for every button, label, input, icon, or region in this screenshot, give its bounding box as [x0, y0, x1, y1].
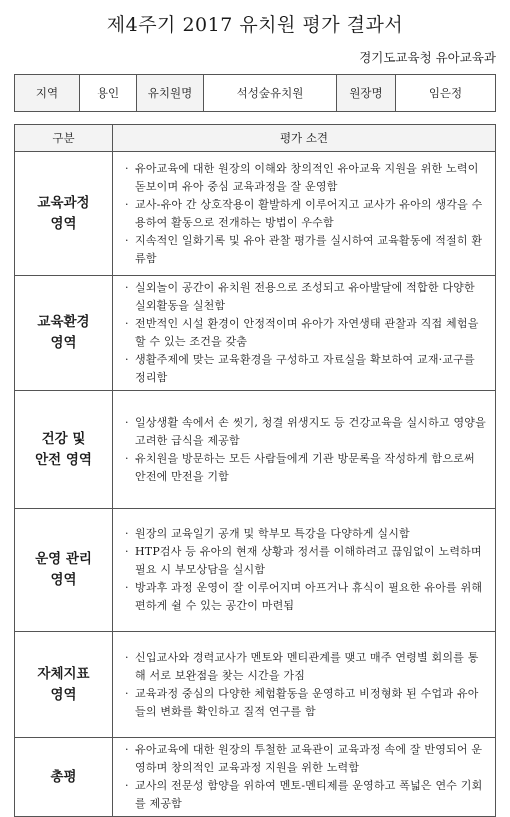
opinion-item: · 일상생활 속에서 손 씻기, 청결 위생지도 등 건강교육을 실시하고 영양을 고려한 급식을 제공함	[125, 414, 487, 450]
category-cell	[15, 632, 113, 738]
opinion-cell	[113, 276, 496, 391]
opinion-item: · 방과후 과정 운영이 잘 이루어지며 아프거나 휴식이 필요한 유아를 위해 편하게 쉴 수 있는 공간이 마련됨	[125, 579, 487, 615]
opinion-item: · 교사-유아 간 상호작용이 활발하게 이루어지고 교사가 유아의 생각을 수용하여 활동으로 전개하는 방법이 우수함	[125, 196, 487, 232]
opinion-cell	[113, 152, 496, 276]
category-line: 교육환경	[37, 314, 90, 330]
opinion-list	[125, 160, 487, 268]
category-line: 영역	[50, 335, 77, 351]
table-row	[15, 152, 496, 276]
header-category: 구분	[15, 125, 113, 152]
document-title: 제4주기 2017 유치원 평가 결과서	[106, 14, 404, 36]
opinion-list	[125, 741, 487, 813]
info-row	[15, 75, 496, 112]
header-opinion: 평가 소견	[113, 125, 496, 152]
category-line: 건강 및	[41, 430, 86, 447]
category-line: 영역	[50, 572, 77, 588]
opinion-cell	[113, 391, 496, 509]
category-line: 자체지표	[37, 665, 90, 682]
category-line: 운영 관리	[35, 551, 92, 567]
opinion-item: · 실외놀이 공간이 유치원 전용으로 조성되고 유아발달에 적합한 다양한 실외활동을 실천함	[125, 279, 487, 315]
category-cell	[15, 391, 113, 509]
category-line: 교육과정	[37, 194, 90, 211]
opinion-list	[125, 649, 487, 721]
table-row	[15, 509, 496, 632]
opinion-list	[125, 525, 487, 615]
category-line: 영역	[50, 215, 77, 232]
region-value: 용인	[80, 75, 137, 112]
director-label: 원장명	[337, 75, 396, 112]
opinion-item: · 교육과정 중심의 다양한 체험활동을 운영하고 비정형화 된 수업과 유아들의 변화를 확인하고 질적 연구를 함	[125, 685, 487, 721]
category-line: 안전 영역	[35, 451, 92, 468]
category-cell	[15, 738, 113, 817]
opinion-list	[125, 414, 487, 486]
kindergarten-label: 유치원명	[137, 75, 204, 112]
opinion-cell	[113, 632, 496, 738]
organization-name: 경기도교육청 유아교육과	[359, 50, 496, 65]
category-cell	[15, 152, 113, 276]
kindergarten-value: 석성숲유치원	[204, 75, 337, 112]
table-header-row	[15, 125, 496, 152]
region-label: 지역	[15, 75, 80, 112]
category-line: 영역	[50, 686, 77, 703]
table-row	[15, 632, 496, 738]
opinion-item: · 유아교육에 대한 원장의 이해와 창의적인 유아교육 지원을 위한 노력이 돋보이며 유아 중심 교육과정을 잘 운영함	[125, 160, 487, 196]
opinion-item: · 원장의 교육일기 공개 및 학부모 특강을 다양하게 실시함	[125, 525, 487, 543]
table-row	[15, 391, 496, 509]
opinion-item: · 교사의 전문성 함양을 위하여 멘토-멘티제를 운영하고 폭넓은 연수 기회를 제공함	[125, 777, 487, 813]
opinion-item: · HTP검사 등 유아의 현재 상황과 정서를 이해하려고 끊임없이 노력하며 필요 시 부모상담을 실시함	[125, 543, 487, 579]
table-row	[15, 276, 496, 391]
opinion-item: · 생활주제에 맞는 교육환경을 구성하고 자료실을 확보하여 교재·교구를 정리함	[125, 351, 487, 387]
category-cell	[15, 276, 113, 391]
opinion-item: · 지속적인 일화기록 및 유아 관찰 평가를 실시하여 교육활동에 적절히 환류함	[125, 232, 487, 268]
category-cell	[15, 509, 113, 632]
opinion-item: · 전반적인 시설 환경이 안정적이며 유아가 자연생태 관찰과 직접 체험을 할 수 있는 조건을 갖춤	[125, 315, 487, 351]
opinion-list	[125, 279, 487, 387]
info-table	[14, 74, 496, 112]
evaluation-table	[14, 124, 496, 817]
category-line: 총평	[50, 768, 77, 785]
opinion-item: · 유치원을 방문하는 모든 사람들에게 기관 방문록을 작성하게 함으로써 안전에 만전을 기함	[125, 450, 487, 486]
director-value: 임은정	[396, 75, 496, 112]
opinion-item: · 유아교육에 대한 원장의 투철한 교육관이 교육과정 속에 잘 반영되어 운영하며 창의적인 교육과정 지원을 위한 노력함	[125, 741, 487, 777]
opinion-item: · 신입교사와 경력교사가 멘토와 멘티관계를 맺고 매주 연령별 회의를 통해 서로 보완점을 찾는 시간을 가짐	[125, 649, 487, 685]
opinion-cell	[113, 509, 496, 632]
opinion-cell	[113, 738, 496, 817]
table-row	[15, 738, 496, 817]
